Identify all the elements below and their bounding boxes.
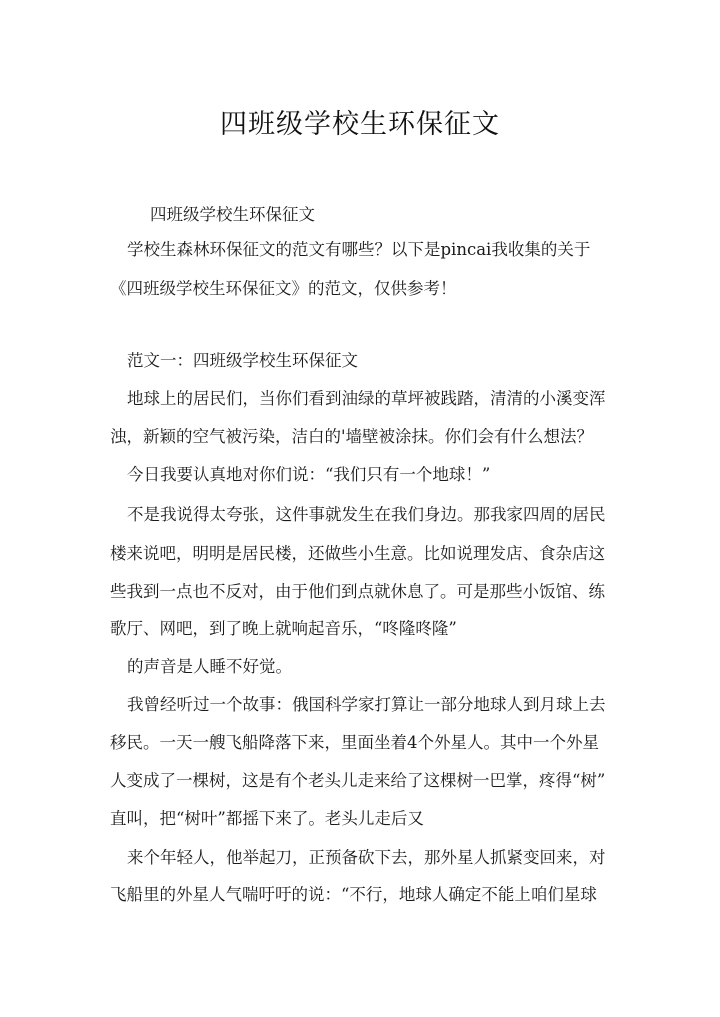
document-title: 四班级学校生环保征文 — [220, 109, 500, 140]
paragraph-line: 歌厅、网吧，到了晚上就响起音乐，“咚隆咚隆” — [110, 619, 457, 638]
document-subtitle: 四班级学校生环保征文 — [150, 205, 315, 224]
paragraph-line: 移民。一天一艘飞船降落下来，里面坐着4个外星人。其中一个外星 — [110, 733, 599, 752]
paragraph-line: 直叫，把“树叶”都摇下来了。老头儿走后又 — [110, 809, 424, 828]
paragraph-line: 学校生森林环保征文的范文有哪些？以下是pincai我收集的关于 — [127, 240, 591, 259]
paragraph-line: 来个年轻人，他举起刀，正预备砍下去，那外星人抓紧变回来，对 — [127, 848, 606, 867]
paragraph-line: 飞船里的外星人气喘吁吁的说：“不行，地球人确定不能上咱们星球 — [110, 885, 597, 904]
paragraph-line: 地球上的居民们，当你们看到油绿的草坪被践踏，清清的小溪变浑 — [127, 389, 606, 408]
section-heading: 范文一：四班级学校生环保征文 — [127, 351, 358, 370]
paragraph-line: 楼来说吧，明明是居民楼，还做些小生意。比如说理发店、食杂店这 — [110, 544, 605, 563]
paragraph-line: 的声音是人睡不好觉。 — [127, 657, 292, 676]
paragraph-line: 我曾经听过一个故事：俄国科学家打算让一部分地球人到月球上去 — [127, 695, 606, 714]
paragraph-line: 《四班级学校生环保征文》的范文，仅供参考！ — [110, 279, 457, 298]
paragraph-line: 些我到一点也不反对，由于他们到点就休息了。可是那些小饭馆、练 — [110, 582, 605, 601]
paragraph-line: 今日我要认真地对你们说：“我们只有一个地球！” — [127, 465, 491, 484]
paragraph-line: 人变成了一棵树，这是有个老头儿走来给了这棵树一巴掌，疼得“树” — [110, 771, 606, 790]
paragraph-line: 不是我说得太夸张，这件事就发生在我们身边。那我家四周的居民 — [127, 505, 606, 524]
paragraph-line: 浊，新颖的空气被污染，洁白的'墙壁被涂抹。你们会有什么想法？ — [110, 427, 594, 446]
